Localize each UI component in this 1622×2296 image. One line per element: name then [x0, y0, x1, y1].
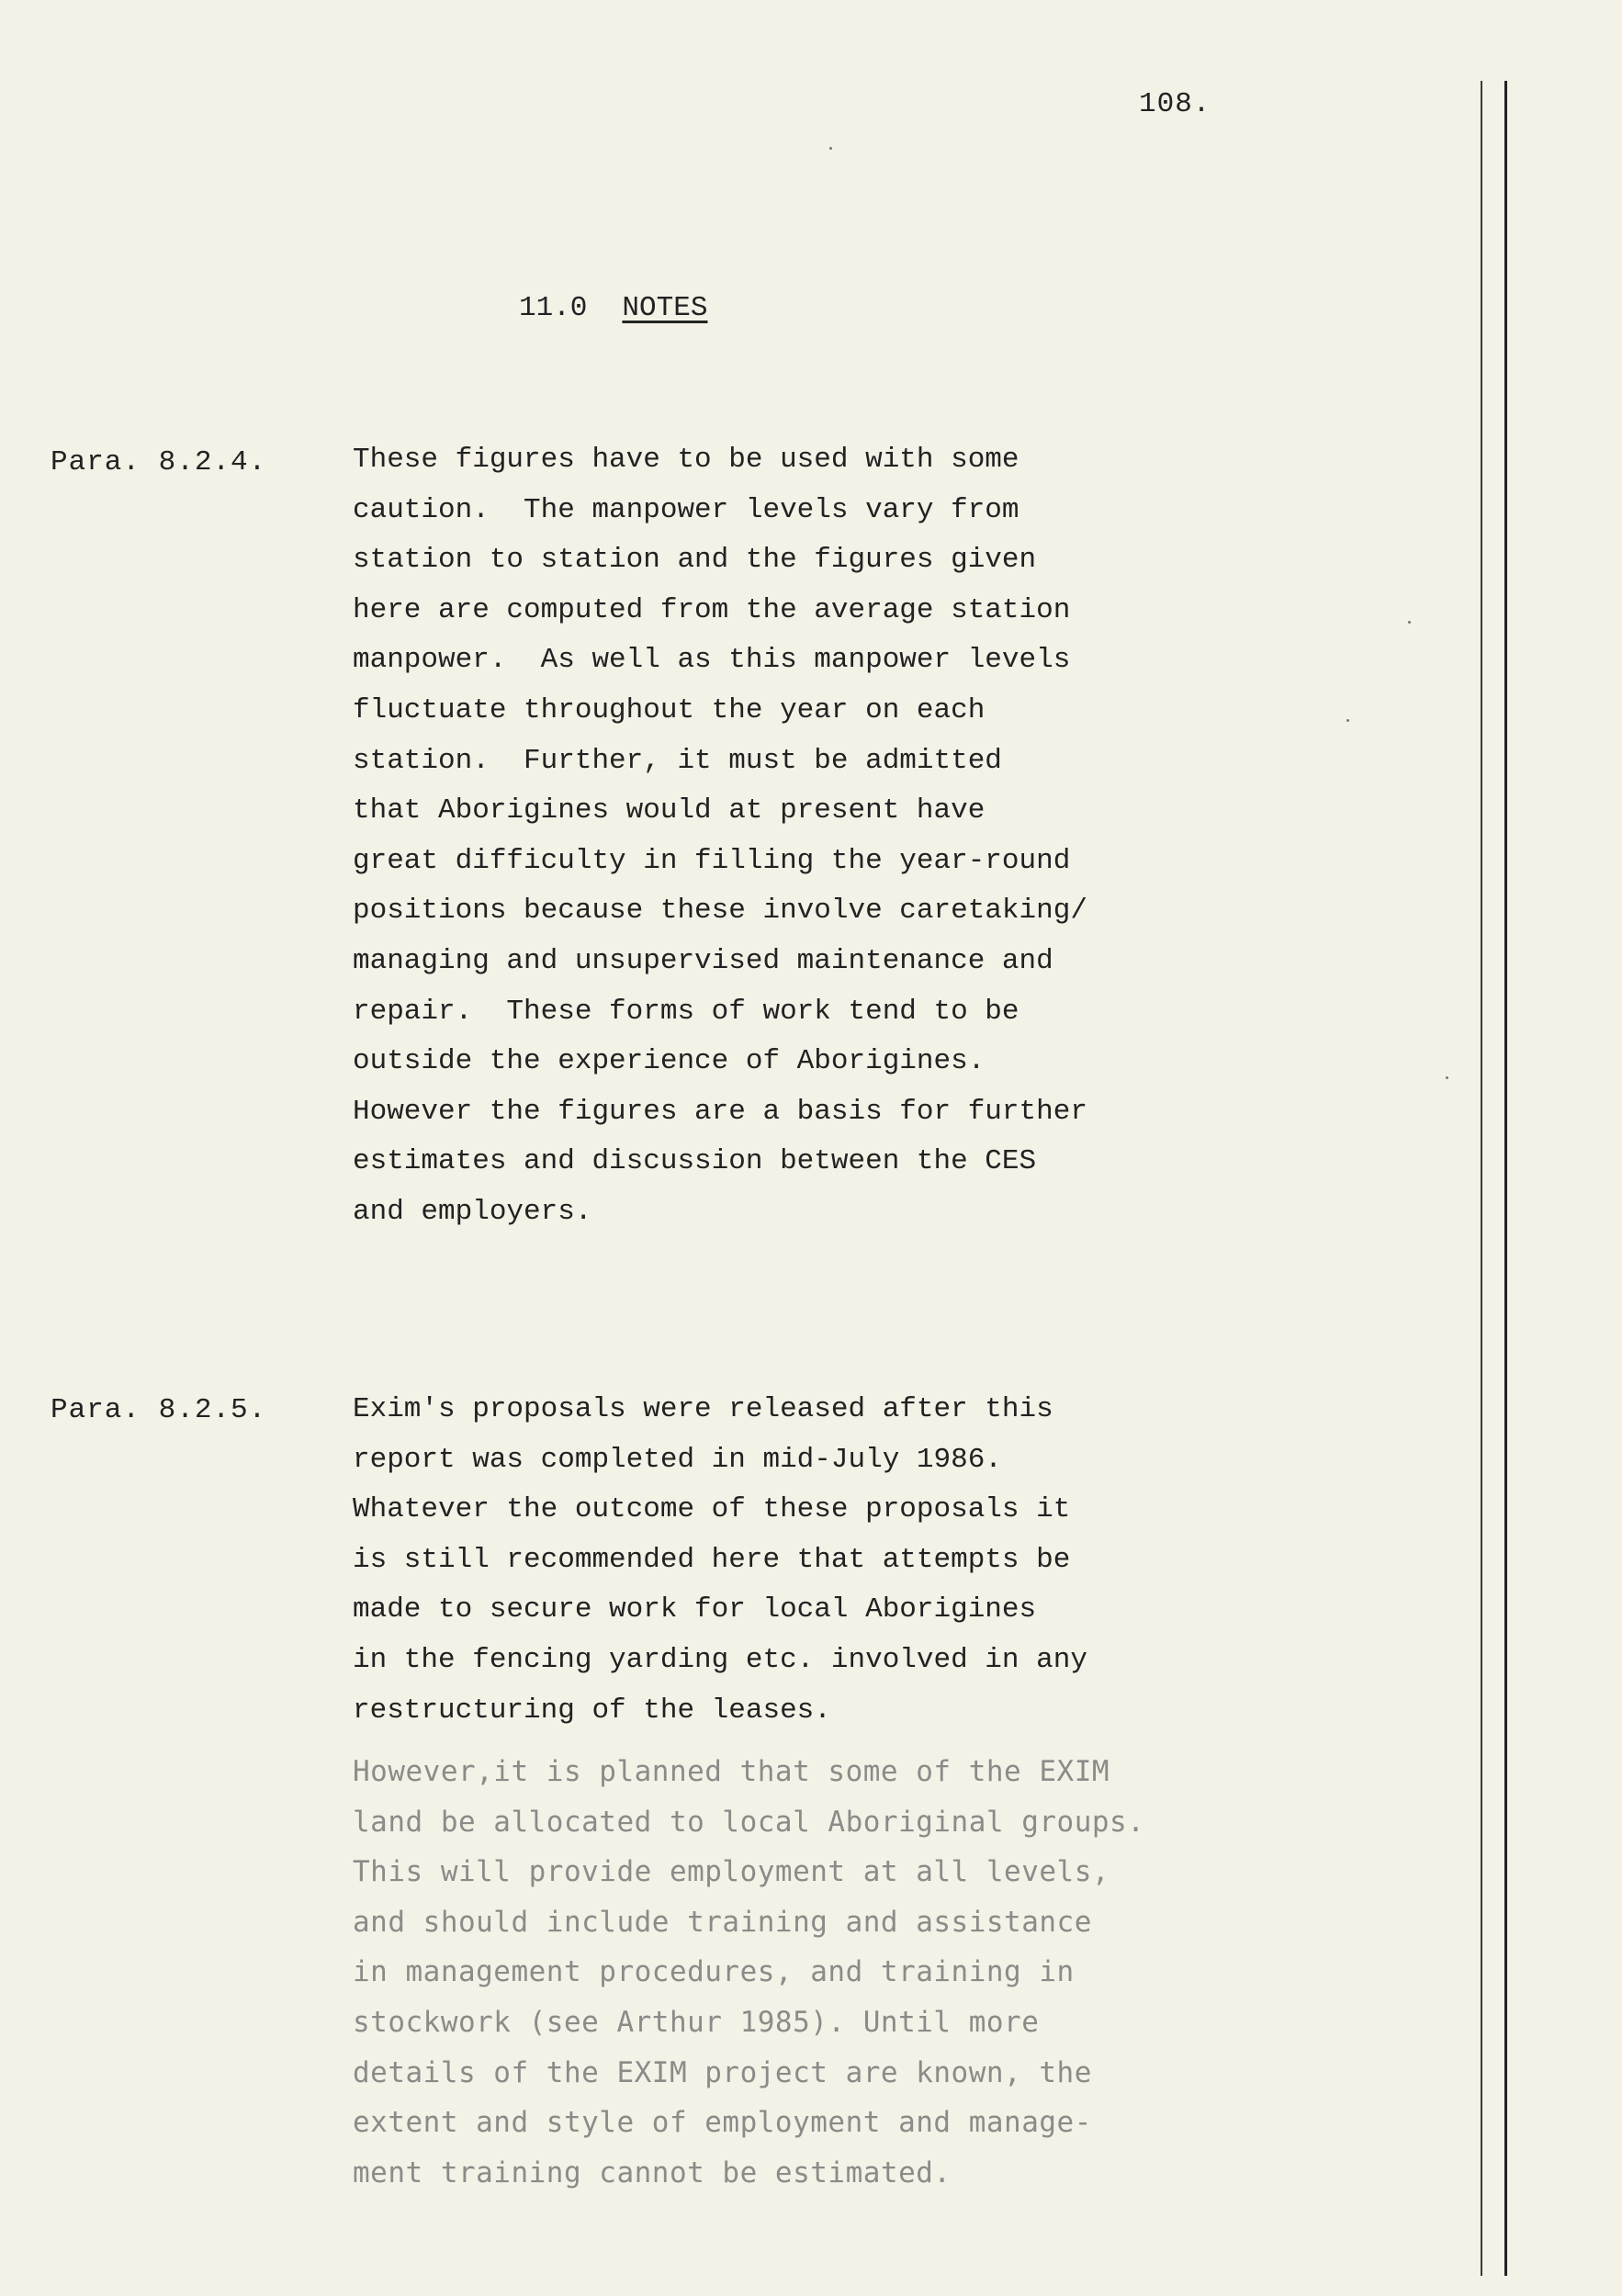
addendum-line: extent and style of employment and manage- [353, 2106, 1092, 2140]
addendum-line: This will provide employment at all levels, [353, 1855, 1110, 1889]
paper-speck [829, 147, 832, 150]
margin-rule-right [1504, 81, 1507, 2276]
note-line: here are computed from the average station [353, 593, 1071, 626]
note-line: estimates and discussion between the CES [353, 1145, 1037, 1178]
note-line: report was completed in mid-July 1986. [353, 1443, 1002, 1476]
addendum-line: and should include training and assistance [353, 1905, 1092, 1939]
margin-rule-left [1481, 81, 1482, 2276]
section-title: NOTES [622, 292, 708, 324]
note-line: caution. The manpower levels vary from [353, 493, 1019, 526]
note-line: is still recommended here that attempts be [353, 1543, 1071, 1576]
addendum-line: in management procedures, and training in [353, 1955, 1075, 1989]
paper-speck [1408, 621, 1411, 624]
note-line: Exim's proposals were released after this [353, 1393, 1053, 1425]
note-line: repair. These forms of work tend to be [353, 995, 1019, 1028]
paper-speck [1446, 1076, 1448, 1079]
note-line: station. Further, it must be admitted [353, 744, 1002, 777]
note-line: Whatever the outcome of these proposals it [353, 1493, 1071, 1526]
note-line: These figures have to be used with some [353, 444, 1019, 476]
paper-speck [1346, 719, 1349, 722]
note-text-8-2-4 [353, 435, 1271, 1238]
note-line: great difficulty in filling the year-round [353, 844, 1071, 877]
note-line: made to secure work for local Aborigines [353, 1593, 1037, 1626]
note-line: manpower. As well as this manpower levels [353, 644, 1071, 677]
note-text-8-2-5 [353, 1385, 1271, 1736]
addendum-line: However,it is planned that some of the EXIM [353, 1755, 1110, 1788]
section-number: 11.0 [519, 292, 588, 324]
addendum-line: details of the EXIM project are known, the [353, 2055, 1092, 2089]
note-line: positions because these involve caretaking/ [353, 895, 1087, 928]
note-line: restructuring of the leases. [353, 1694, 831, 1727]
page-number: 108. [1139, 88, 1211, 120]
addendum-line: ment training cannot be estimated. [353, 2155, 952, 2189]
note-label-8-2-4: Para. 8.2.4. [51, 446, 267, 478]
addendum-line: stockwork (see Arthur 1985). Until more [353, 2005, 1040, 2039]
note-line: fluctuate throughout the year on each [353, 693, 986, 726]
note-line: that Aborigines would at present have [353, 794, 986, 827]
note-label-8-2-5: Para. 8.2.5. [51, 1394, 267, 1426]
note-line: managing and unsupervised maintenance and [353, 944, 1053, 977]
note-line: and employers. [353, 1195, 592, 1228]
note-line: in the fencing yarding etc. involved in any [353, 1643, 1087, 1676]
addendum-line: land be allocated to local Aboriginal groups. [353, 1805, 1145, 1839]
note-addendum-8-2-5 [353, 1747, 1271, 2198]
note-line: outside the experience of Aborigines. [353, 1045, 986, 1078]
note-line: However the figures are a basis for further [353, 1095, 1087, 1128]
note-line: station to station and the figures given [353, 544, 1037, 577]
section-heading [519, 292, 707, 324]
